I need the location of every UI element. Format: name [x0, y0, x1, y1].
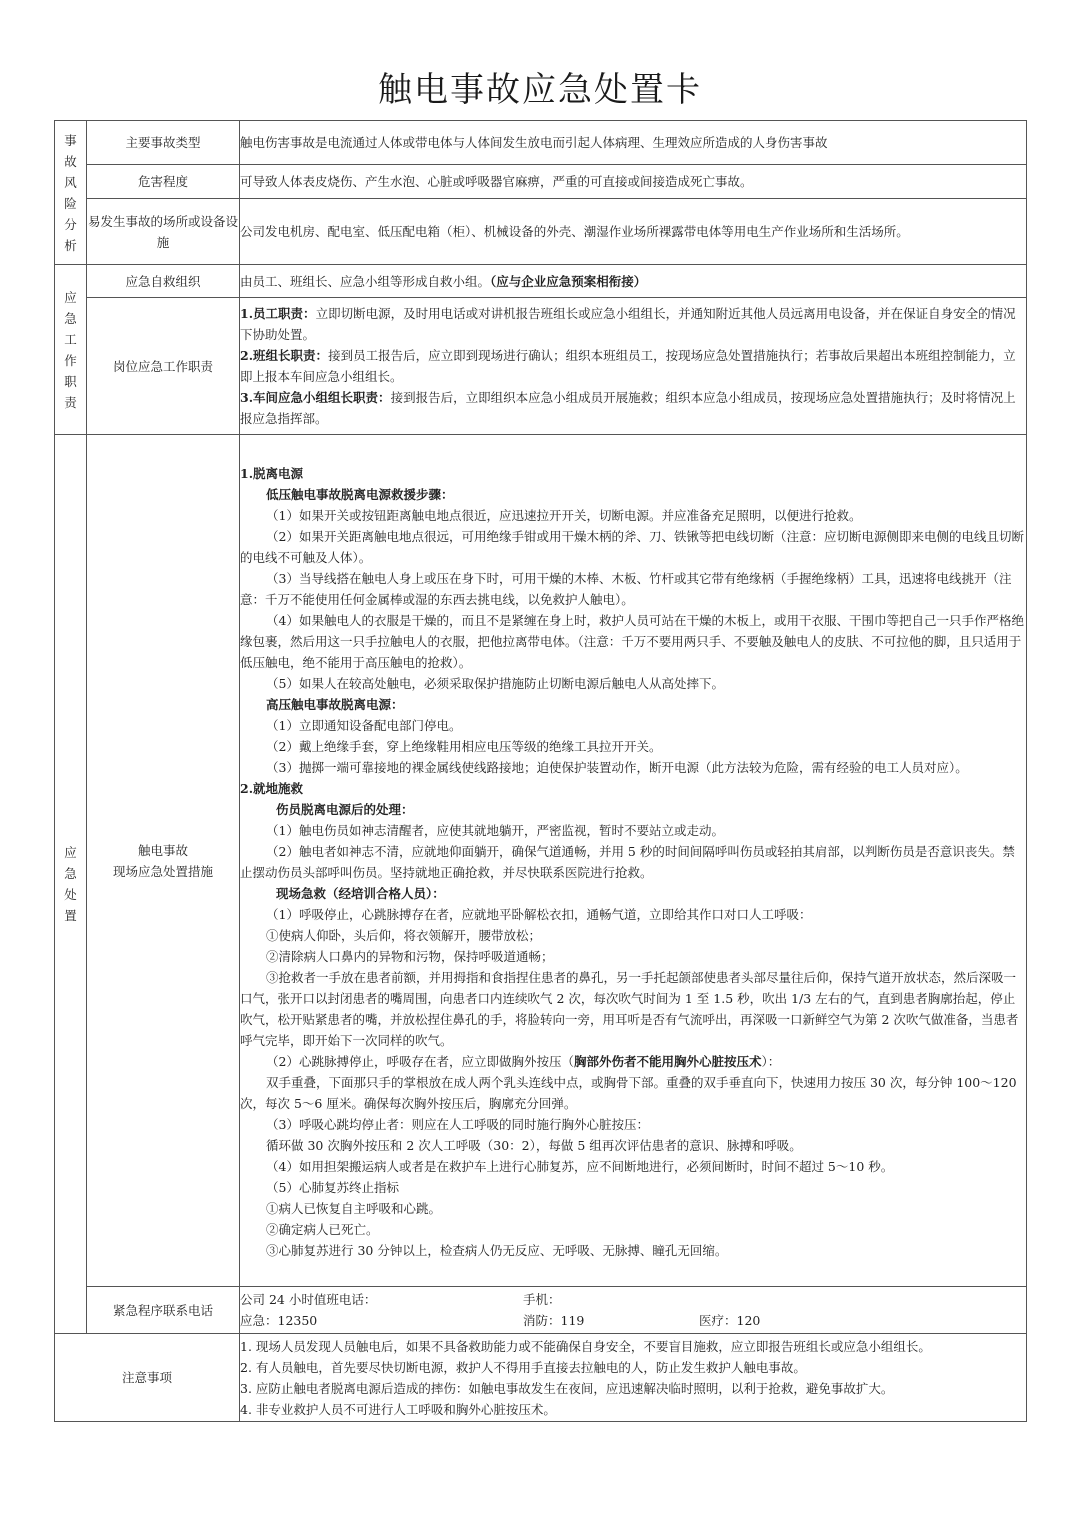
dispose-measures-content: 1.脱离电源 低压触电事故脱离电源救援步骤： （1）如果开关或按钮距离触电地点很近，应迅速拉开开关，切断电源。并应准备充足照明，以便进行抢救。 （2）如果开关距离触电地点很远，可用绝缘手钳或用干燥木柄的斧、刀、铁锹等把电线切断（注意：应切断电源侧即来电侧的电线且切断的电线不可触及人体）。 （3）当导线搭在触电人身上或压在身下时，可用干燥的木棒、木板、竹杆或其它带有绝缘柄（手握绝缘柄）工具，迅速将电线挑开（注意：千万不能使用任何金属棒或湿的东西去挑电线，以免救护人触电）。 （4）如果触电人的衣服是干燥的，而且不是紧缠在身上时，救护人员可站在干燥的木板上，或用干衣服、干围巾等把自己一只手作严格绝缘包裹，然后用这一只手拉触电人的衣服，把他拉离带电体。（注意：千万不要用两只手、不要触及触电人的皮肤、不可拉他的脚，且只适用于低压触电，绝不能用于高压触电的抢救）。 （5）如果人在较高处触电，必须采取保护措施防止切断电源后触电人从高处摔下。 高压触电事故脱离电源： （1）立即通知设备配电部门停电。 （2）戴上绝缘手套，穿上绝缘鞋用相应电压等级的绝缘工具拉开开关。 （3）抛掷一端可靠接地的裸金属线使线路接地；迫使保护装置动作，断开电源（此方法较为危险，需有经验的电工人员对应）。 2.就地施救 伤员脱离电源后的处理： （1）触电伤员如神志清醒者，应使其就地躺开，严密监视，暂时不要站立或走动。 （2）触电者如神志不清，应就地仰面躺开，确保气道通畅，并用 5 秒的时间间隔呼叫伤员或轻拍其肩部，以判断伤员是否意识丧失。禁止摆动伤员头部呼叫伤员。坚持就地正确抢救，并尽快联系医院进行抢救。 现场急救（经培训合格人员）： （1）呼吸停止，心跳脉搏存在者，应就地平卧解松衣扣，通畅气道，立即给其作口对口人工呼吸： ①使病人仰卧，头后仰，将衣领解开，腰带放松； ②清除病人口鼻内的异物和污物，保持呼吸道通畅； ③抢救者一手放在患者前额，并用拇指和食指捏住患者的鼻孔，另一手托起颌部使患者头部尽量往后仰，保持气道开放状态，然后深吸一口气，张开口以封闭患者的嘴周围，向患者口内连续吹气 2 次，每次吹气时间为 1 至 1.5 秒，吹出 1/3 左右的气，直到患者胸廓抬起，停止吹气，松开贴紧患者的嘴，并放松捏住鼻孔的手，将脸转向一旁，用耳听是否有气流呼出，再深吸一口新鲜空气为第 2 次吹气做准备，当患者呼气完毕，即开始下一次同样的吹气。 （2）心跳脉搏停止，呼吸存在者，应立即做胸外按压（胸部外伤者不能用胸外心脏按压术）： 双手重叠，下面那只手的掌根放在成人两个乳头连线中点，或胸骨下部。重叠的双手垂直向下，快速用力按压 30 次，每分钟 100～120 次，每次 5～6 厘米。确保每次胸外按压后，胸廓充分回弹。 （3）呼吸心跳均停止者：则应在人工呼吸的同时施行胸外心脏按压： 循环做 30 次胸外按压和 2 次人工呼吸（30：2），每做 5 组再次评估患者的意识、脉搏和呼吸。 （4）如用担架搬运病人或者是在救护车上进行心肺复苏，应不间断地进行，必须间断时，时间不超过 5～10 秒。 （5）心肺复苏终止指标 ①病人已恢复自主呼吸和心跳。 ②确定病人已死亡。 ③心肺复苏进行 30 分钟以上，检查病人仍无反应、无呼吸、无脉搏、瞳孔无回缩。: [240, 435, 1027, 1287]
risk-category: 事 故 风 险 分 析: [55, 121, 87, 265]
list-item: ①病人已恢复自主呼吸和心跳。: [266, 1200, 442, 1216]
list-item: （1）如果开关或按钮距离触电地点很近，应迅速拉开开关，切断电源。并应准备充足照明，以便进行抢救。: [266, 507, 862, 523]
accident-type-label: 主要事故类型: [87, 121, 240, 165]
duty-item: 3.车间应急小组组长职责：接到报告后，立即组织本应急小组成员开展施救；组织本应急小组成员，按现场应急处置措施执行；及时将情况上报应急指挥部。: [240, 390, 1016, 426]
list-item: （2）触电者如神志不清，应就地仰面躺开，确保气道通畅，并用 5 秒的时间间隔呼叫伤员或轻拍其肩部，以判断伤员是否意识丧失。禁止摆动伤员头部呼叫伤员。坚持就地正确抢救，并尽快联系医院进行抢救。: [240, 843, 1015, 880]
notes-label: 注意事项: [55, 1334, 240, 1422]
list-item: （5）如果人在较高处触电，必须采取保护措施防止切断电源后触电人从高处摔下。: [266, 675, 724, 691]
list-item: （4）如果触电人的衣服是干燥的，而且不是紧缠在身上时，救护人员可站在干燥的木板上，或用干衣服、干围巾等把自己一只手作严格绝缘包裹，然后用这一只手拉触电人的衣服，把他拉离带电体。（注意：千万不要用两只手、不要触及触电人的皮肤、不可拉他的脚，且只适用于低压触电，绝不能用于高压触电的抢救）。: [240, 612, 1024, 670]
hazard-level-label: 危害程度: [87, 165, 240, 199]
contact-label: 紧急程序联系电话: [87, 1287, 240, 1334]
hazard-level-content: 可导致人体表皮烧伤、产生水泡、心脏或呼吸器官麻痹，严重的可直接或间接造成死亡事故。: [240, 165, 1027, 199]
accident-type-content: 触电伤害事故是电流通过人体或带电体与人体间发生放电而引起人体病理、生理效应所造成的人身伤害事故: [240, 121, 1027, 165]
list-item: ②清除病人口鼻内的异物和污物，保持呼吸道通畅；: [266, 948, 554, 964]
list-item: ①使病人仰卧，头后仰，将衣领解开，腰带放松；: [266, 927, 542, 943]
note-item: 3. 应防止触电者脱离电源后造成的摔伤：如触电事故发生在夜间，应迅速解决临时照明，以利于抢救，避免事故扩大。: [240, 1380, 894, 1396]
duty-item: 1.员工职责：立即切断电源，及时用电话或对讲机报告班组长或应急小组组长，并通知附近其他人员远离用电设备，并在保证自身安全的情况下协助处置。: [240, 306, 1016, 342]
note-item: 2. 有人员触电，首先要尽快切断电源，救护人不得用手直接去拉触电的人，防止发生救护人触电事故。: [240, 1359, 806, 1375]
emergency-card-table: [54, 120, 1027, 1422]
contact-content: 公司 24 小时值班电话： 手机： 应急：12350 消防：119 医疗：120: [240, 1287, 1027, 1334]
post-duty-label: 岗位应急工作职责: [87, 298, 240, 435]
list-item: （2）戴上绝缘手套，穿上绝缘鞋用相应电压等级的绝缘工具拉开开关。: [266, 738, 662, 754]
list-item: （1）立即通知设备配电部门停电。: [266, 717, 462, 733]
note-item: 1. 现场人员发现人员触电后，如果不具备救助能力或不能确保自身安全，不要盲目施救，应立即报告班组长或应急小组组长。: [240, 1338, 931, 1354]
duty-item: 2.班组长职责：接到员工报告后，应立即到现场进行确认；组织本班组员工，按现场应急处置措施执行；若事故后果超出本班组控制能力，立即上报本车间应急小组组长。: [240, 348, 1016, 384]
location-label: 易发生事故的场所或设备设施: [87, 199, 240, 265]
list-item: （3）当导线搭在触电人身上或压在身下时，可用干燥的木棒、木板、竹杆或其它带有绝缘柄（手握绝缘柄）工具，迅速将电线挑开（注意：千万不能使用任何金属棒或湿的东西去挑电线，以免救护人触电）。: [240, 570, 1012, 607]
list-item: ③心肺复苏进行 30 分钟以上，检查病人仍无反应、无呼吸、无脉搏、瞳孔无回缩。: [266, 1242, 728, 1258]
self-rescue-org-content: 由员工、班组长、应急小组等形成自救小组。（应与企业应急预案相衔接）: [240, 265, 1027, 298]
notes-content: [240, 1334, 1027, 1422]
page-title: 触电事故应急处置卡: [378, 70, 702, 110]
list-item: （3）抛掷一端可靠接地的裸金属线使线路接地；迫使保护装置动作，断开电源（此方法较为危险，需有经验的电工人员对应）。: [266, 759, 968, 775]
dispose-category: 应 急 处 置: [55, 435, 87, 1334]
list-item: （1）触电伤员如神志清醒者，应使其就地躺开，严密监视，暂时不要站立或走动。: [266, 822, 724, 838]
dispose-measures-label: 触电事故 现场应急处置措施: [87, 435, 240, 1287]
list-item: ③抢救者一手放在患者前额，并用拇指和食指捏住患者的鼻孔，另一手托起颌部使患者头部尽量往后仰，保持气道开放状态，然后深吸一口气，张开口以封闭患者的嘴周围，向患者口内连续吹气 2 次，每次吹气时间为 1 至 1.5 秒，吹出 1/3 左右的气，直到患者胸廓抬起，停止吹气，松开贴紧患者的嘴，并放松捏住鼻孔的手，将脸转向一旁，用耳听是否有气流呼出，再深吸一口新鲜空气为第 2 次吹气做准备，当患者呼气完毕，即开始下一次同样的吹气。: [240, 969, 1019, 1048]
post-duty-content: [240, 298, 1027, 435]
list-item: （2）如果开关距离触电地点很远，可用绝缘手钳或用干燥木柄的斧、刀、铁锹等把电线切断（注意：应切断电源侧即来电侧的电线且切断的电线不可触及人体）。: [240, 528, 1024, 565]
note-item: 4. 非专业救护人员不可进行人工呼吸和胸外心脏按压术。: [240, 1401, 556, 1417]
list-item: ②确定病人已死亡。: [266, 1221, 379, 1237]
self-rescue-org-label: 应急自救组织: [87, 265, 240, 298]
location-content: 公司发电机房、配电室、低压配电箱（柜）、机械设备的外壳、潮湿作业场所裸露带电体等用电生产作业场所和生活场所。: [240, 199, 1027, 265]
duty-category: 应 急 工 作 职 责: [55, 265, 87, 435]
